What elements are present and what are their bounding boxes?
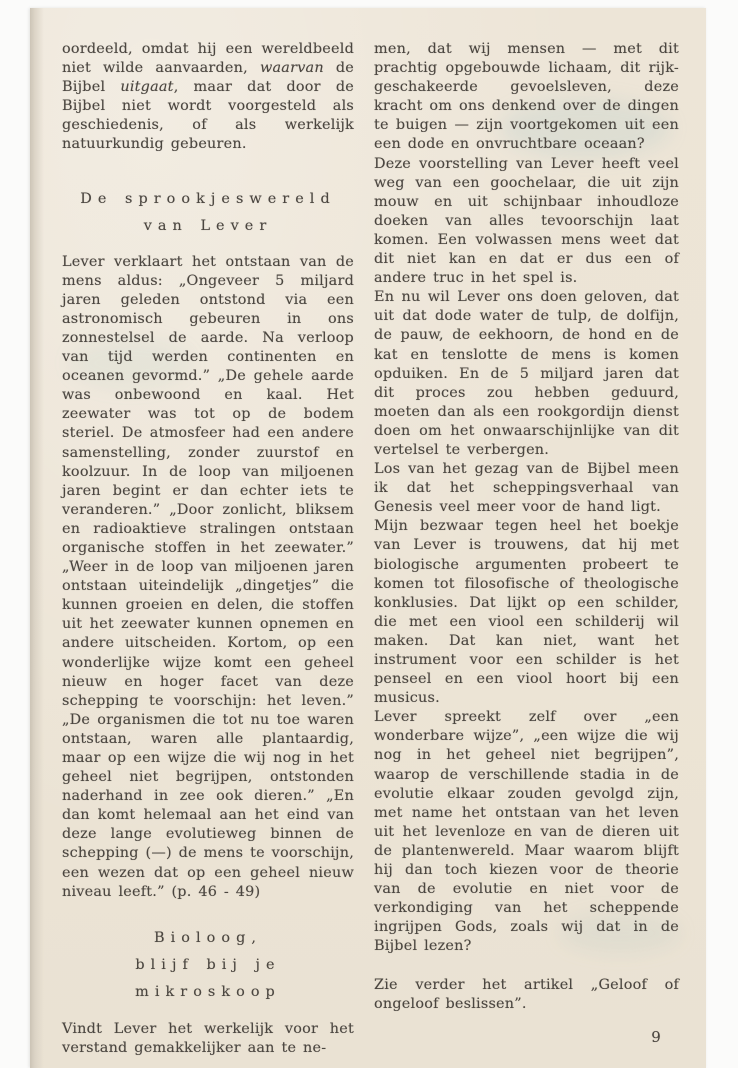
right-column — [374, 40, 679, 1047]
section-heading-line: Bioloog, — [154, 929, 262, 946]
text-run: de Bijbel — [62, 60, 355, 96]
left-column — [62, 40, 354, 1058]
italic-text-run: uitgaat — [120, 79, 174, 96]
paragraph: men, dat wij mensen — met dit prachtig opgebouwde lichaam, dit rijk-geschakeerde gevoelsleven, deze kracht om ons denkend over de dingen te buigen — zijn voortgekomen uit een een dode en onvruchtbare oceaan? — [374, 41, 679, 153]
book-page — [30, 8, 706, 1068]
section-heading-line: De sprookjeswereld — [80, 190, 336, 207]
paragraph: Los van het gezag van de Bijbel meen ik dat het scheppingsverhaal van Genesis veel meer voor de hand ligt. — [374, 461, 679, 516]
page-edge-shadow — [30, 8, 44, 1068]
page-number: 9 — [651, 1027, 661, 1046]
section-heading-line: van Lever — [143, 217, 273, 234]
paragraph: Lever verklaart het ontstaan van de mens aldus: „Ongeveer 5 miljard jaren geleden ontstond via een astronomisch gebeuren in ons zonnestelsel de aarde. Na verloop van tijd werden continenten en oceanen gevormd.” „De gehele aarde was onbewoond en kaal. Het zeewater was tot op de bodem steriel. De atmosfeer had een andere samenstelling, zonder zuurstof en koolzuur. In de loop van miljoenen jaren begint er dan echter iets te veranderen.” „Door zonlicht, bliksem en radioaktieve stralingen ontstaan organische stoffen in het zeewater.” „Weer in de loop van miljoenen jaren ontstaan uiteindelijk „dingetjes” die kunnen groeien en delen, die stoffen uit het zeewater kunnen opnemen en andere uitscheiden. Kortom, op een wonderlijke wijze komt een geheel nieuw en hoger facet van deze schepping te voorschijn: het leven.” „De organismen die tot nu toe waren ontstaan, waren alle plantaardig, maar op een wijze die wij nog in het geheel niet begrijpen, ontstonden naderhand in zee ook dieren.” „En dan komt helemaal aan het eind van deze lange evolutieweg binnen de schepping (—) de mens te voorschijn, een wezen dat op een geheel nieuw niveau leeft.” (p. 46 - 49) — [62, 253, 354, 900]
section-heading — [62, 186, 354, 240]
paragraph: En nu wil Lever ons doen geloven, dat uit dat dode water de tulp, de dolfijn, de pauw, de eekhoorn, de hond en de kat en tenslotte de mens is komen opduiken. En de 5 miljard jaren dat dit proces zou hebben geduurd, moeten dan als een rookgordijn dienst doen om het onwaarschijnlijke van dit vertelsel te verbergen. — [374, 289, 679, 458]
paragraph: Zie verder het artikel „Geloof of ongeloof beslissen”. — [374, 976, 679, 1012]
text-run: oordeeld, omdat hij een wereldbeeld niet wilde aanvaarden, — [62, 41, 354, 77]
paragraph: Deze voorstelling van Lever heeft veel weg van een goochelaar, die uit zijn mouw en uit schijnbaar inhoudloze doeken van alles tevoorschijn laat komen. Een volwassen mens weet dat dit niet kan en dat er dus een of andere truc in het spel is. — [374, 155, 679, 287]
section-heading — [62, 925, 354, 1006]
paragraph — [62, 40, 354, 155]
section-heading-line: blijf bij je mikroskoop — [135, 956, 281, 1000]
paragraph: Lever spreekt zelf over „een wonderbare wijze”, „een wijze die wij nog in het geheel niet begrijpen”, waarop de verschillende stadia in de evolutie elkaar zouden gevolgd zijn, met name het ontstaan van het leven uit het levenloze en van de dieren uit de plantenwereld. Maar waarom blijft hij dan toch kiezen voor de theorie van de evolutie en niet voor de verkondiging van het scheppende ingrijpen Gods, zoals wij dat in de Bijbel lezen? — [374, 709, 679, 955]
italic-text-run: waarvan — [259, 60, 324, 77]
paragraph: Mijn bezwaar tegen heel het boekje van Lever is trouwens, dat hij met biologische argumenten probeert te komen tot filosofische of theologische konklusies. Dat lijkt op een schilder, die met een viool een schilderij wil maken. Dat kan niet, want het instrument voor een schilder is het penseel en een viool hoort bij een musicus. — [374, 518, 679, 707]
paragraph: Vindt Lever het werkelijk voor het verstand gemakkelijker aan te ne- — [62, 1020, 354, 1056]
text-run: , maar dat door de Bijbel niet wordt voorgesteld als geschiedenis, of als werkelijk natuurkundig gebeuren. — [62, 79, 355, 153]
